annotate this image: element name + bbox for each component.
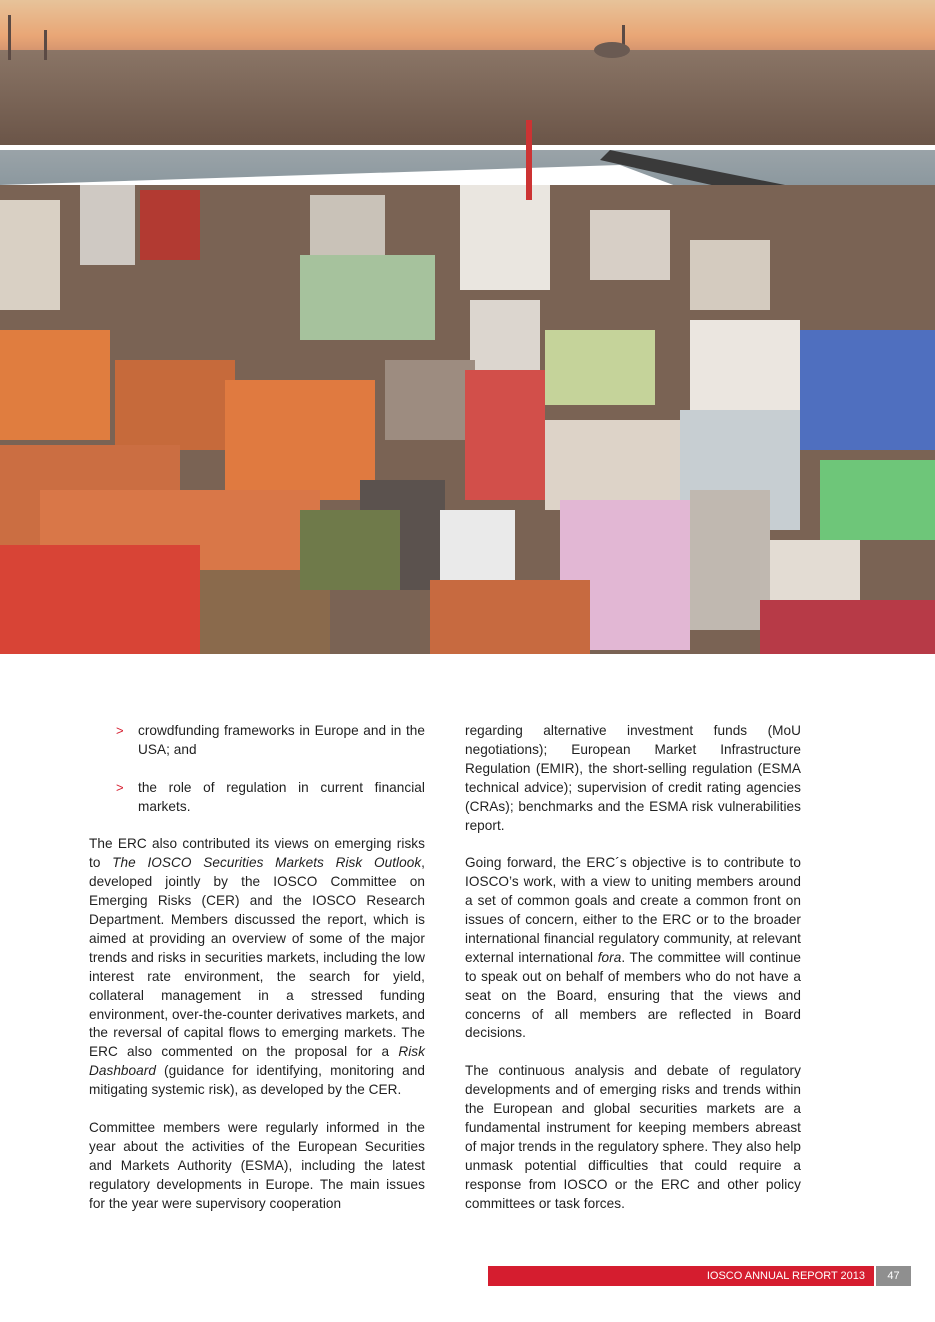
paragraph-text: (guidance for identifying, monitoring and mitigating systemic risk), as developed by the CER. — [89, 1063, 425, 1098]
paragraph-esma-continued: regarding alternative investment funds (MoU negotiations); European Market Infrastructure Regulation (EMIR), the short-selling regulation (ESMA technical advice); supervision of credit rating agencies (CRAs); benchmarks and the ESMA risk vulnerabilities report. — [465, 723, 801, 833]
chevron-right-icon: > — [116, 723, 124, 738]
paragraph-risk-outlook — [89, 835, 425, 1100]
list-item — [89, 722, 425, 760]
report-title-italic: The IOSCO Securities Markets Risk Outlook — [112, 855, 422, 871]
page-number: 47 — [876, 1266, 911, 1286]
risk-dashboard-italic: Risk Dashboard — [89, 1044, 425, 1079]
fora-italic: fora — [597, 949, 622, 965]
bullet-text: crowdfunding frameworks in Europe and in the USA; and — [138, 723, 425, 757]
paragraph-text: , developed jointly by the IOSCO Committee on Emerging Risks (CER) and the IOSCO Research Department. Members discussed the report, which is aimed at providing an overview of some of the major trends and risks in securities markets, including the low interest rate environment, the search for yield, collateral management in a stressed funding environment, over-the-counter derivatives markets, and the reversal of capital flows to emerging markets. The ERC also commented on the proposal for a — [89, 855, 425, 1060]
bullet-text: the role of regulation in current financial markets. — [138, 779, 425, 814]
city-panorama-image — [0, 0, 935, 654]
paragraph-text: The ERC also contributed its views on emerging risks to — [89, 836, 425, 871]
right-column — [465, 722, 801, 1232]
list-item — [89, 779, 425, 817]
left-column — [89, 722, 425, 1232]
bullet-list — [89, 722, 425, 817]
paragraph-text: . The committee will continue to speak out on behalf of members who do not have a seat on the Board, ensuring that the views and concerns of all members are reflected in Board decisions. — [465, 949, 801, 1041]
paragraph-text: Going forward, the ERC´s objective is to contribute to IOSCO’s work, with a view to uniting members around a set of common goals and create a common front on issues of concern, either to the ERC or to the broader international financial regulatory community, at relevant external international — [465, 855, 801, 965]
paragraph-esma: Committee members were regularly informed in the year about the activities of the European Securities and Markets Authority (ESMA), including the latest regulatory developments in Europe. The main issues for the year were supervisory cooperation — [89, 1119, 425, 1211]
paragraph-going-forward — [465, 854, 801, 1043]
chevron-right-icon: > — [116, 779, 124, 795]
paragraph-continuous-analysis: The continuous analysis and debate of regulatory developments and of emerging risks and trends within the European and global securities markets are a fundamental instrument for keeping members abreast of major trends in the regulatory sphere. They also help unmask potential difficulties that could require a response from IOSCO or the ERC and other policy committees or task forces. — [465, 1063, 801, 1211]
footer-report-title: IOSCO ANNUAL REPORT 2013 — [488, 1266, 874, 1286]
